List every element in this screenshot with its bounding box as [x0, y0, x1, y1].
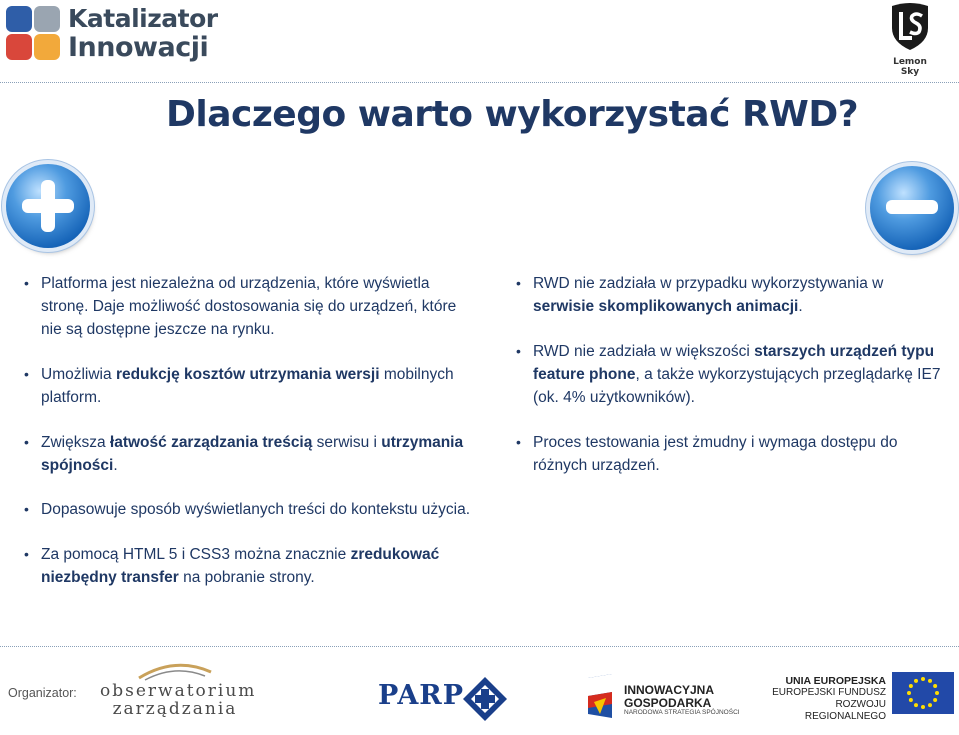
katalizator-squares-icon [6, 6, 62, 62]
lemon-sky-line1: Lemon [893, 57, 927, 67]
header-divider [0, 82, 959, 83]
pros-item-2: • Umożliwia redukcję kosztów utrzymania wersji mobilnych platform. [24, 363, 464, 409]
strategia-text: NARODOWA STRATEGIA SPÓJNOŚCI [624, 709, 740, 716]
eu-star [921, 677, 925, 681]
eu-star [909, 684, 913, 688]
unia-europejska-text [766, 675, 886, 723]
ue-line3: ROZWOJU REGIONALNEGO [804, 699, 886, 722]
gospodarka-text: GOSPODARKA [624, 696, 712, 710]
obserwatorium-zarzadzania-logo [100, 662, 257, 722]
eu-star [928, 703, 932, 707]
pros-item-4: • Dopasowuje sposób wyświetlanych treści do kontekstu użycia. [24, 498, 484, 521]
eu-star [933, 698, 937, 702]
ue-line2: EUROPEJSKI FUNDUSZ [772, 687, 886, 698]
innowacyjna-gospodarka-logo [586, 674, 740, 724]
minus-circle-icon [870, 166, 954, 250]
eu-star [935, 691, 939, 695]
cons-item-1: • RWD nie zadziała w przypadku wykorzystywania w serwisie skomplikowanych animacji. [516, 272, 946, 318]
eu-star [914, 679, 918, 683]
eu-star [921, 705, 925, 709]
obserwatorium-text: obserwatorium [100, 681, 257, 701]
obserwatorium-swoosh-icon [135, 662, 215, 682]
eu-flag-icon [892, 672, 954, 714]
cons-list [516, 272, 946, 499]
innowacyjna-flag-icon [586, 674, 614, 720]
eu-star [914, 703, 918, 707]
parp-text: PARP [378, 680, 465, 711]
lemon-sky-logo [880, 2, 940, 78]
innowacyjna-text: INNOWACYJNA [624, 683, 715, 697]
eu-star [933, 684, 937, 688]
pros-item-5: • Za pomocą HTML 5 i CSS3 można znacznie zredukować niezbędny transfer na pobranie strony. [24, 543, 484, 589]
pros-list-continued [24, 498, 484, 611]
eu-star [907, 691, 911, 695]
ue-line1: UNIA EUROPEJSKA [785, 675, 886, 687]
pros-list [24, 272, 464, 499]
zarzadzania-text: zarządzania [112, 699, 238, 719]
lemon-sky-shield-icon [886, 2, 934, 52]
footer-divider [0, 646, 959, 647]
pros-item-1: • Platforma jest niezależna od urządzenia, które wyświetla stronę. Daje możliwość dostosowania się do urządzeń, które nie są dostępne jeszcze na rynku. [24, 272, 464, 341]
eu-star [928, 679, 932, 683]
katalizator-innowacji-logo [6, 4, 218, 66]
cons-item-3: • Proces testowania jest żmudny i wymaga dostępu do różnych urządzeń. [516, 431, 946, 477]
innowacji-text: Innowacji [68, 32, 209, 63]
parp-diamond-icon [462, 676, 508, 722]
organizer-label: Organizator: [8, 686, 77, 700]
katalizator-text: Katalizator [68, 4, 218, 33]
plus-circle-icon [6, 164, 90, 248]
lemon-sky-line2: Sky [900, 67, 920, 77]
pros-item-3: • Zwiększa łatwość zarządzania treścią serwisu i utrzymania spójności. [24, 431, 464, 477]
slide-title: Dlaczego warto wykorzystać RWD? [166, 94, 859, 135]
cons-item-2: • RWD nie zadziała w większości starszych urządzeń typu feature phone, a także wykorzystujących przeglądarkę IE7 (ok. 4% użytkowników). [516, 340, 946, 409]
eu-star [909, 698, 913, 702]
